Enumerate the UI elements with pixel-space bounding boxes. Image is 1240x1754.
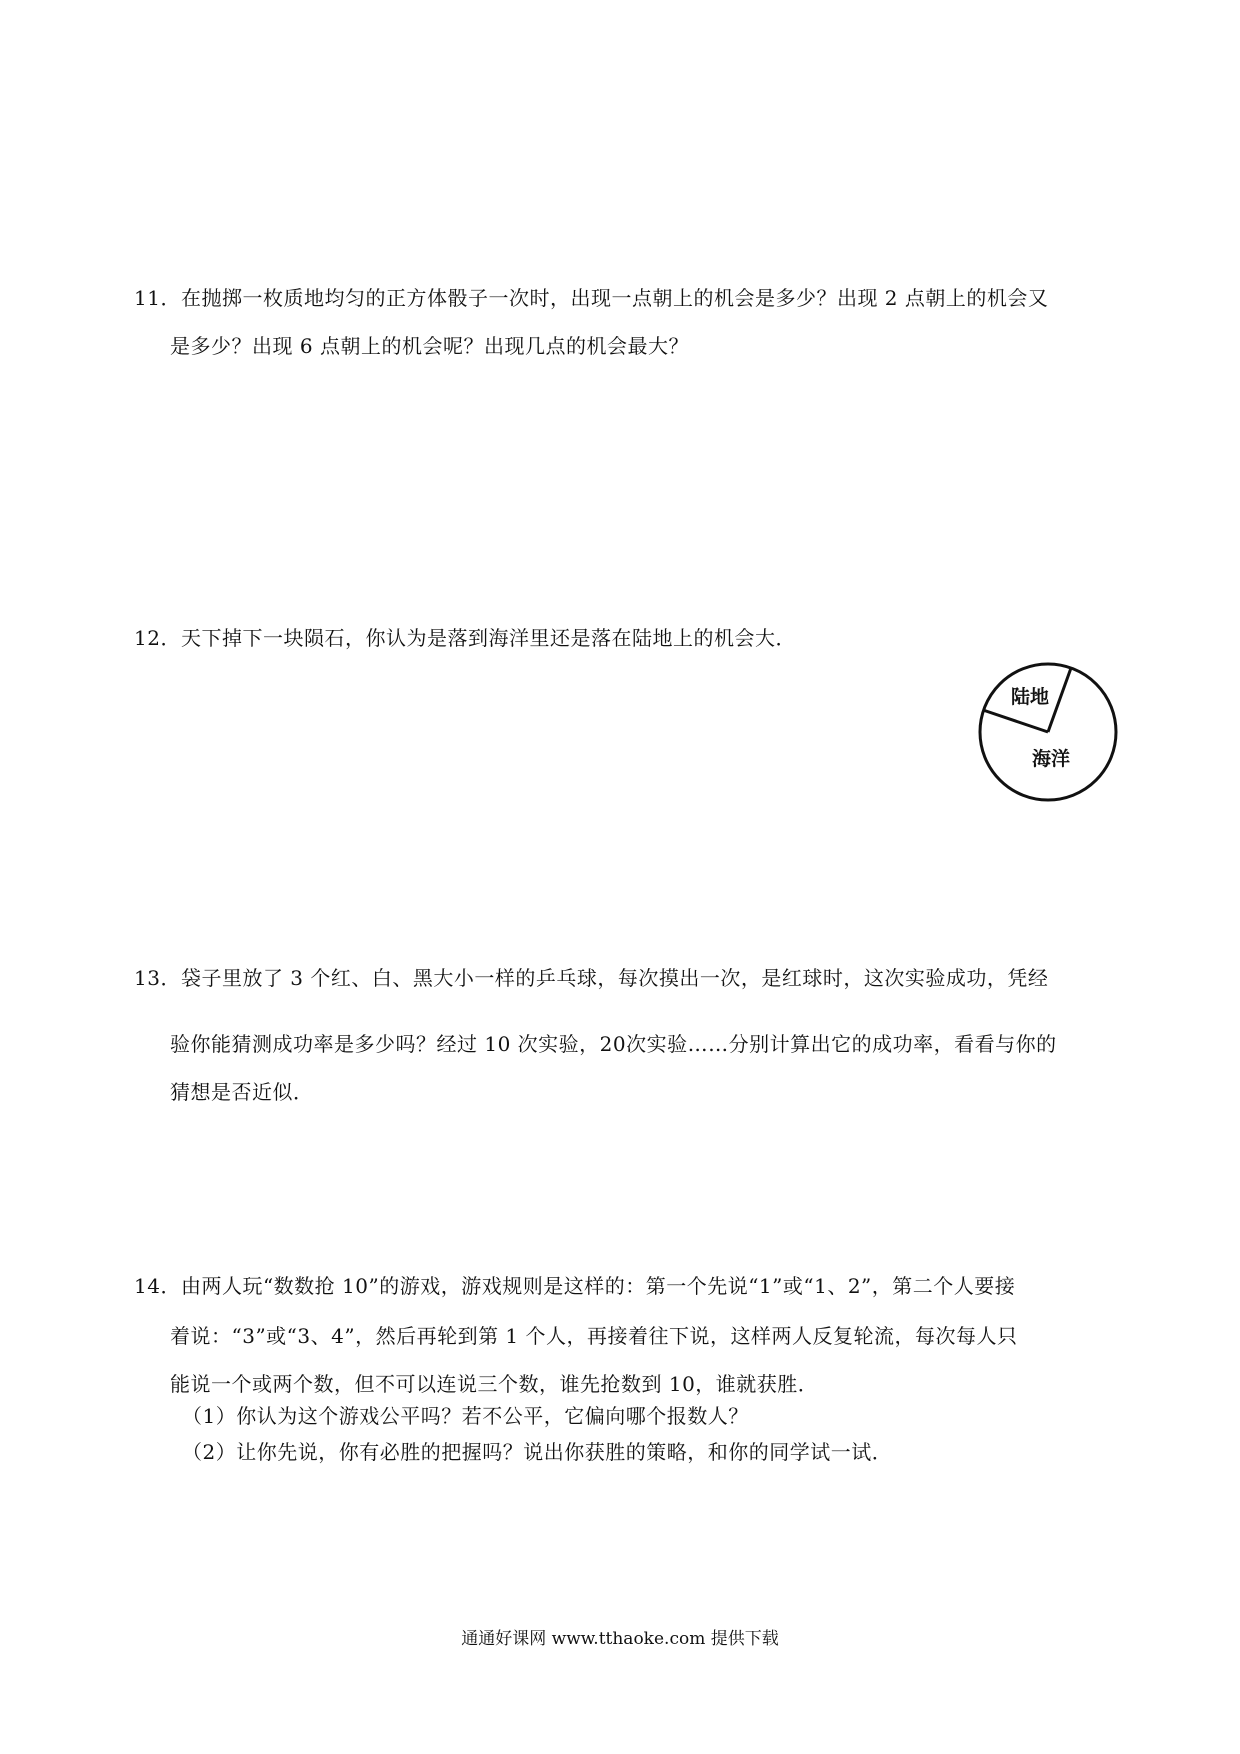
q14-line-3: 能说一个或两个数，但不可以连说三个数，谁先抢数到 10，谁就获胜． bbox=[170, 1372, 819, 1396]
q12-number: 12． bbox=[134, 626, 181, 650]
q13-line-1 bbox=[134, 966, 1048, 990]
q13-number: 13． bbox=[134, 966, 181, 990]
q13-text-1: 袋子里放了 3 个红、白、黑大小一样的乒乓球，每次摸出一次，是红球时，这次实验成功，凭经 bbox=[180, 966, 1049, 990]
q14-sub-question-1: （1）你认为这个游戏公平吗？若不公平，它偏向哪个报数人？ bbox=[182, 1404, 749, 1428]
q14-sub-question-2: （2）让你先说，你有必胜的把握吗？说出你获胜的策略，和你的同学试一试． bbox=[182, 1440, 893, 1464]
q14-line-2: 着说：“3”或“3、4”，然后再轮到第 1 个人，再接着往下说，这样两人反复轮流，每次每人只 bbox=[170, 1324, 1018, 1348]
ocean-label: 海洋 bbox=[1032, 748, 1071, 770]
q13-line-3: 猜想是否近似． bbox=[170, 1080, 314, 1104]
q14-text-1: 由两人玩“数数抢 10”的游戏，游戏规则是这样的：第一个先说“1”或“1、2”，第二个人要接 bbox=[180, 1274, 1016, 1298]
pie-svg bbox=[974, 658, 1122, 806]
land-label: 陆地 bbox=[1011, 686, 1050, 708]
land-ocean-pie-figure bbox=[974, 658, 1122, 806]
q11-number: 11． bbox=[134, 286, 181, 310]
q13-line-2: 验你能猜测成功率是多少吗？经过 10 次实验，20次实验……分别计算出它的成功率，看看与你的 bbox=[170, 1032, 1057, 1056]
page-footer: 通通好课网 www.tthaoke.com 提供下载 bbox=[461, 1629, 779, 1649]
q11-line-2: 是多少？出现 6 点朝上的机会呢？出现几点的机会最大？ bbox=[170, 334, 689, 358]
q14-number: 14． bbox=[134, 1274, 181, 1298]
q11-text-1: 在抛掷一枚质地均匀的正方体骰子一次时，出现一点朝上的机会是多少？出现 2 点朝上的机会又 bbox=[180, 286, 1049, 310]
q14-line-1 bbox=[134, 1274, 1015, 1298]
q12-line-1 bbox=[134, 626, 796, 650]
q11-line-1 bbox=[134, 286, 1048, 310]
q12-text-1: 天下掉下一块陨石，你认为是落到海洋里还是落在陆地上的机会大． bbox=[180, 626, 796, 650]
